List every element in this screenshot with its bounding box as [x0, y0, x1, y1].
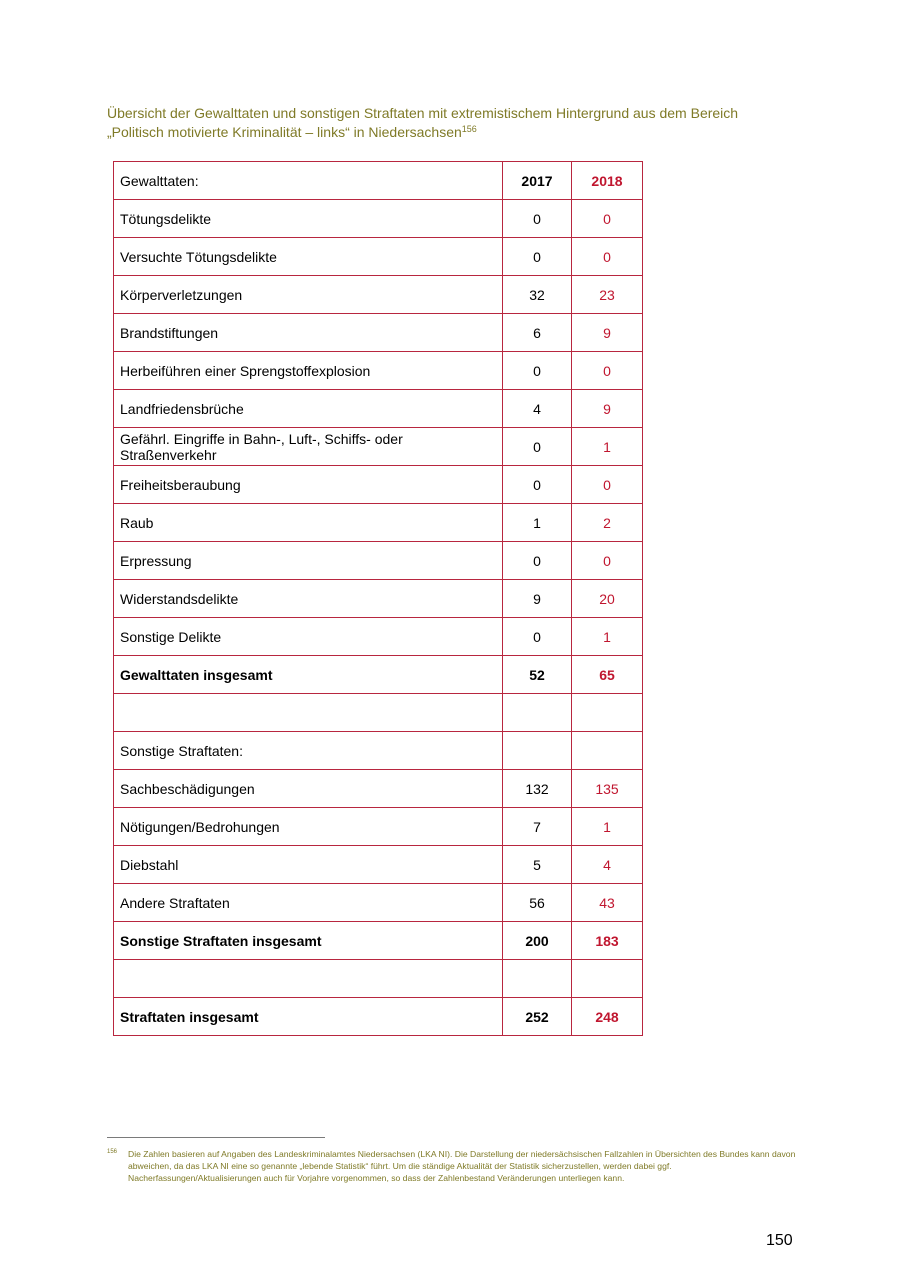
table-row [114, 390, 643, 428]
row-label: Gewalttaten insgesamt [114, 656, 503, 694]
row-value-2018: 20 [572, 580, 643, 618]
table-row [114, 314, 643, 352]
header-label: Gewalttaten: [114, 162, 503, 200]
row-value-2017: 32 [503, 276, 572, 314]
row-label [114, 960, 503, 998]
row-value-2017: 0 [503, 238, 572, 276]
row-value-2017: 5 [503, 846, 572, 884]
caption-footnote-ref[interactable]: 156 [461, 124, 477, 134]
footnote-number: 156 [107, 1149, 118, 1155]
table-row [114, 884, 643, 922]
row-value-2018: 0 [572, 352, 643, 390]
row-value-2018: 4 [572, 846, 643, 884]
row-value-2017: 0 [503, 542, 572, 580]
row-label: Diebstahl [114, 846, 503, 884]
header-2017: 2017 [503, 162, 572, 200]
row-value-2017 [503, 694, 572, 732]
row-label: Tötungsdelikte [114, 200, 503, 238]
row-value-2017: 9 [503, 580, 572, 618]
table-row [114, 238, 643, 276]
footnote-separator [107, 1137, 325, 1138]
table-row [114, 542, 643, 580]
row-value-2018: 0 [572, 466, 643, 504]
table-row [114, 846, 643, 884]
row-value-2017: 52 [503, 656, 572, 694]
table-row [114, 200, 643, 238]
row-value-2017: 0 [503, 618, 572, 656]
table-header-row [114, 162, 643, 200]
table-row [114, 694, 643, 732]
row-label: Erpressung [114, 542, 503, 580]
table-row [114, 466, 643, 504]
row-value-2018: 43 [572, 884, 643, 922]
row-value-2017: 0 [503, 200, 572, 238]
table-row [114, 770, 643, 808]
row-value-2018: 9 [572, 390, 643, 428]
row-label: Sonstige Straftaten: [114, 732, 503, 770]
row-label: Sonstige Straftaten insgesamt [114, 922, 503, 960]
row-value-2018: 1 [572, 428, 643, 466]
row-value-2018: 2 [572, 504, 643, 542]
row-value-2018: 248 [572, 998, 643, 1036]
table-row [114, 580, 643, 618]
table-row [114, 352, 643, 390]
table-row [114, 276, 643, 314]
row-value-2017 [503, 732, 572, 770]
row-label: Sonstige Delikte [114, 618, 503, 656]
crime-statistics-table [113, 161, 643, 1036]
row-label: Widerstandsdelikte [114, 580, 503, 618]
table-row [114, 998, 643, 1036]
row-value-2018: 135 [572, 770, 643, 808]
row-value-2017: 4 [503, 390, 572, 428]
row-value-2017: 1 [503, 504, 572, 542]
caption-text: Übersicht der Gewalttaten und sonstigen Straftaten mit extremistischem Hintergrund aus dem Bereich „Politisch motivierte Kriminalität – links“ in Niedersachsen [107, 105, 739, 140]
table-row [114, 922, 643, 960]
header-2018: 2018 [572, 162, 643, 200]
row-value-2017: 56 [503, 884, 572, 922]
row-value-2018: 65 [572, 656, 643, 694]
row-label: Sachbeschädigungen [114, 770, 503, 808]
row-value-2017: 0 [503, 466, 572, 504]
row-label: Raub [114, 504, 503, 542]
row-label: Straftaten insgesamt [114, 998, 503, 1036]
table-row [114, 960, 643, 998]
row-value-2018: 23 [572, 276, 643, 314]
row-label: Freiheitsberaubung [114, 466, 503, 504]
row-value-2017: 132 [503, 770, 572, 808]
row-value-2017: 252 [503, 998, 572, 1036]
row-label: Nötigungen/Bedrohungen [114, 808, 503, 846]
row-value-2017: 0 [503, 428, 572, 466]
row-label: Brandstiftungen [114, 314, 503, 352]
row-value-2017: 6 [503, 314, 572, 352]
row-label: Versuchte Tötungsdelikte [114, 238, 503, 276]
row-label [114, 694, 503, 732]
row-value-2017: 0 [503, 352, 572, 390]
footnote-text: Die Zahlen basieren auf Angaben des Landeskriminalamtes Niedersachsen (LKA NI). Die Darstellung der niedersächsischen Fallzahlen in Übersichten des Bundes kann davon abweichen, da das LKA NI eine so genannte „lebende Statistik“ führt. Um die ständige Aktualität der Statistik sicherzustellen, werden dabei ggf. Nacherfassungen/Aktualisierungen auch für Vorjahre vorgenommen, so dass der Zahlenbestand Veränderungen unterliegen kann. [128, 1149, 796, 1183]
table-caption [107, 104, 797, 142]
row-value-2018: 1 [572, 808, 643, 846]
row-value-2017: 7 [503, 808, 572, 846]
table-row [114, 428, 643, 466]
row-value-2017 [503, 960, 572, 998]
row-value-2018 [572, 694, 643, 732]
row-label: Gefährl. Eingriffe in Bahn-, Luft-, Schiffs- oder Straßenverkehr [114, 428, 503, 466]
row-value-2018 [572, 960, 643, 998]
row-label: Körperverletzungen [114, 276, 503, 314]
row-value-2018: 0 [572, 200, 643, 238]
row-value-2018: 1 [572, 618, 643, 656]
table-row [114, 808, 643, 846]
footnote [107, 1148, 797, 1184]
page-number: 150 [766, 1232, 793, 1249]
row-value-2018: 9 [572, 314, 643, 352]
table-row [114, 504, 643, 542]
table-row [114, 732, 643, 770]
table-row [114, 618, 643, 656]
row-value-2018: 0 [572, 542, 643, 580]
table-row [114, 656, 643, 694]
row-label: Herbeiführen einer Sprengstoffexplosion [114, 352, 503, 390]
table-body [114, 162, 643, 1036]
row-value-2017: 200 [503, 922, 572, 960]
row-value-2018: 0 [572, 238, 643, 276]
row-value-2018 [572, 732, 643, 770]
row-label: Landfriedensbrüche [114, 390, 503, 428]
row-value-2018: 183 [572, 922, 643, 960]
row-label: Andere Straftaten [114, 884, 503, 922]
